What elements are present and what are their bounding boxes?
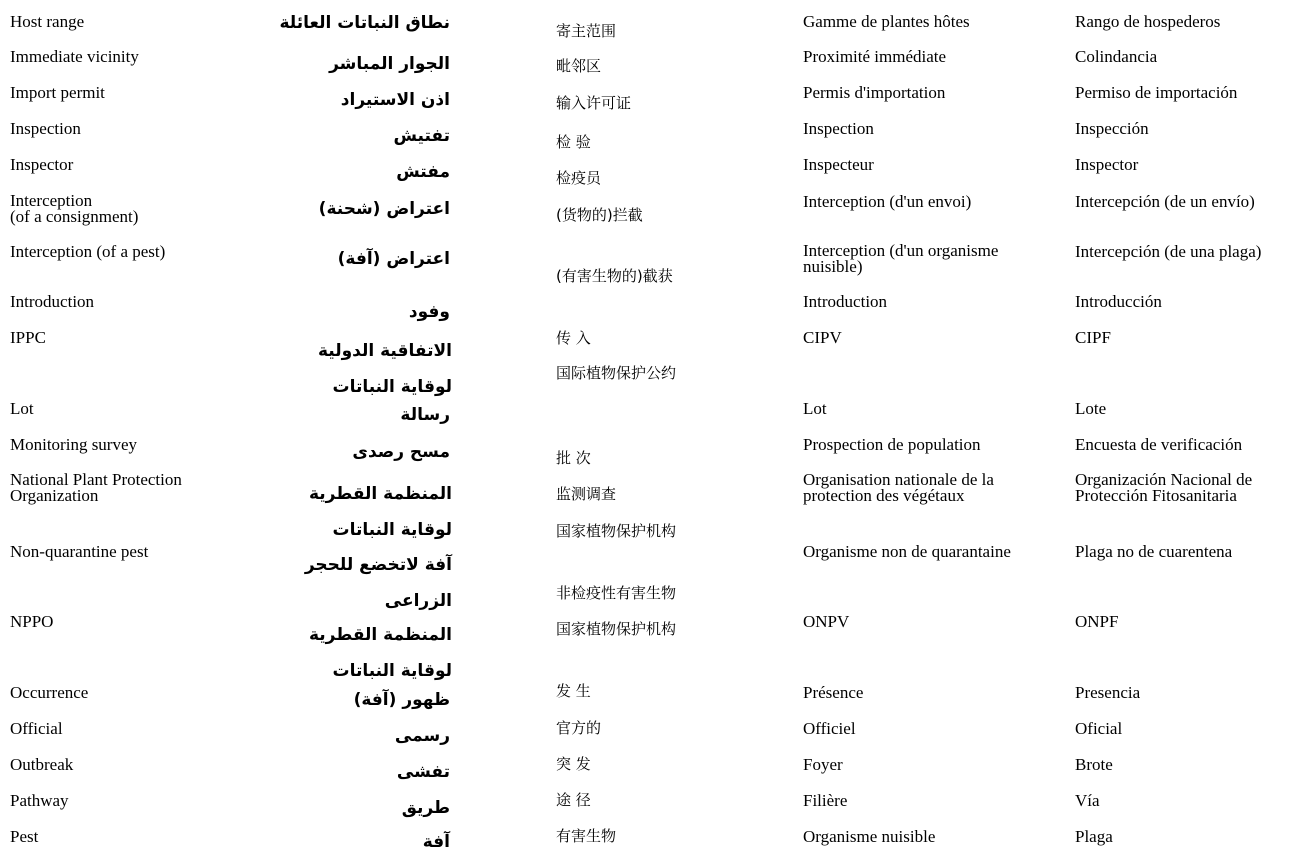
term-chinese: 途 径: [556, 791, 591, 809]
term-spanish: Vía: [1075, 791, 1100, 810]
term-arabic: طريق: [401, 798, 450, 818]
term-chinese: 输入许可证: [556, 94, 632, 112]
term-english: Interception (of a consignment): [10, 191, 139, 226]
term-arabic: ظهور (آفة): [353, 690, 450, 710]
term-arabic: الاتفاقية الدولية لوقاية النباتات: [317, 341, 452, 397]
term-chinese: 发 生: [556, 682, 591, 700]
term-chinese: 批 次: [556, 449, 591, 467]
term-french: Officiel: [803, 719, 856, 738]
term-english: Interception (of a pest): [10, 242, 166, 261]
term-spanish: Intercepción (de una plaga): [1075, 242, 1262, 261]
term-spanish: Brote: [1075, 755, 1113, 774]
term-spanish: Inspector: [1075, 155, 1139, 174]
term-french: Inspection: [803, 119, 874, 138]
term-french: Organisme nuisible: [803, 827, 936, 846]
term-spanish: Presencia: [1075, 683, 1141, 702]
term-arabic: تفشى: [396, 762, 450, 782]
term-english: Introduction: [10, 292, 95, 311]
term-english: Official: [10, 719, 63, 738]
term-french: Organisme non de quarantaine: [803, 542, 1011, 561]
term-english: Inspector: [10, 155, 74, 174]
term-chinese: 监测调查: [556, 485, 617, 503]
term-spanish: Rango de hospederos: [1075, 12, 1221, 31]
term-arabic: مفتش: [396, 162, 450, 182]
term-french: Interception (d'un envoi): [803, 192, 972, 211]
term-french: Introduction: [803, 292, 888, 311]
term-french: Filière: [803, 791, 848, 810]
term-arabic: الجوار المباشر: [329, 54, 450, 74]
term-chinese: 国家植物保护机构: [556, 522, 677, 540]
term-french: Inspecteur: [803, 155, 874, 174]
term-english: Occurrence: [10, 683, 89, 702]
term-spanish: Oficial: [1075, 719, 1123, 738]
term-french: Organisation nationale de la protection des végétaux: [803, 470, 994, 505]
term-french: CIPV: [803, 328, 842, 347]
term-spanish: Organización Nacional de Protección Fitosanitaria: [1075, 470, 1253, 505]
term-french: Lot: [803, 399, 827, 418]
term-french: Permis d'importation: [803, 83, 946, 102]
term-english: IPPC: [10, 328, 46, 347]
term-spanish: Lote: [1075, 399, 1107, 418]
term-english: Pathway: [10, 791, 69, 810]
term-english: Lot: [10, 399, 34, 418]
term-arabic: اعتراض (آفة): [337, 249, 450, 269]
term-spanish: Intercepción (de un envío): [1075, 192, 1255, 211]
term-arabic: رسمى: [394, 726, 450, 746]
term-chinese: 寄主范围: [556, 22, 617, 40]
term-english: NPPO: [10, 612, 54, 631]
term-english: Inspection: [10, 119, 81, 138]
term-arabic: المنظمة القطرية لوقاية النباتات: [308, 625, 452, 681]
term-chinese: 传 入: [556, 329, 591, 347]
term-french: Gamme de plantes hôtes: [803, 12, 970, 31]
term-spanish: Plaga no de cuarentena: [1075, 542, 1233, 561]
term-chinese: 有害生物: [556, 827, 617, 845]
term-chinese: (货物的)拦截: [556, 206, 643, 224]
term-french: Interception (d'un organisme nuisible): [803, 241, 999, 276]
term-spanish: CIPF: [1075, 328, 1111, 347]
term-chinese: 检疫员: [556, 169, 602, 187]
term-french: Proximité immédiate: [803, 47, 947, 66]
term-english: Monitoring survey: [10, 435, 138, 454]
term-spanish: Encuesta de verificación: [1075, 435, 1243, 454]
term-arabic: رسالة: [400, 405, 450, 425]
term-arabic: تفتيش: [393, 126, 450, 146]
term-arabic: آفة: [422, 832, 450, 852]
term-english: National Plant Protection Organization: [10, 470, 182, 505]
term-chinese: 突 发: [556, 755, 591, 773]
term-arabic: اذن الاستيراد: [340, 90, 450, 110]
term-spanish: Introducción: [1075, 292, 1162, 311]
term-english: Immediate vicinity: [10, 47, 139, 66]
term-spanish: Inspección: [1075, 119, 1149, 138]
term-english: Pest: [10, 827, 39, 846]
term-french: Présence: [803, 683, 864, 702]
term-chinese: 毗邻区: [556, 57, 602, 75]
term-french: Prospection de population: [803, 435, 981, 454]
term-arabic: آفة لاتخضع للحجر الزراعى: [304, 555, 452, 611]
term-arabic: المنظمة القطرية لوقاية النباتات: [308, 484, 452, 540]
term-french: Foyer: [803, 755, 843, 774]
term-spanish: Colindancia: [1075, 47, 1158, 66]
term-spanish: Plaga: [1075, 827, 1113, 846]
term-spanish: ONPF: [1075, 612, 1119, 631]
term-french: ONPV: [803, 612, 850, 631]
term-chinese: 国际植物保护公约: [556, 364, 677, 382]
term-english: Outbreak: [10, 755, 74, 774]
term-english: Host range: [10, 12, 85, 31]
term-arabic: وفود: [408, 302, 450, 322]
term-chinese: 非检疫性有害生物: [556, 584, 677, 602]
term-chinese: 国家植物保护机构: [556, 620, 677, 638]
term-arabic: مسح رصدى: [352, 442, 450, 462]
term-arabic: اعتراض (شحنة): [318, 199, 450, 219]
term-chinese: (有害生物的)截获: [556, 267, 673, 285]
term-chinese: 官方的: [556, 719, 602, 737]
term-spanish: Permiso de importación: [1075, 83, 1238, 102]
term-arabic: نطاق النباتات العائلة: [279, 13, 450, 33]
term-english: Import permit: [10, 83, 105, 102]
term-chinese: 检 验: [556, 133, 591, 151]
term-english: Non-quarantine pest: [10, 542, 149, 561]
